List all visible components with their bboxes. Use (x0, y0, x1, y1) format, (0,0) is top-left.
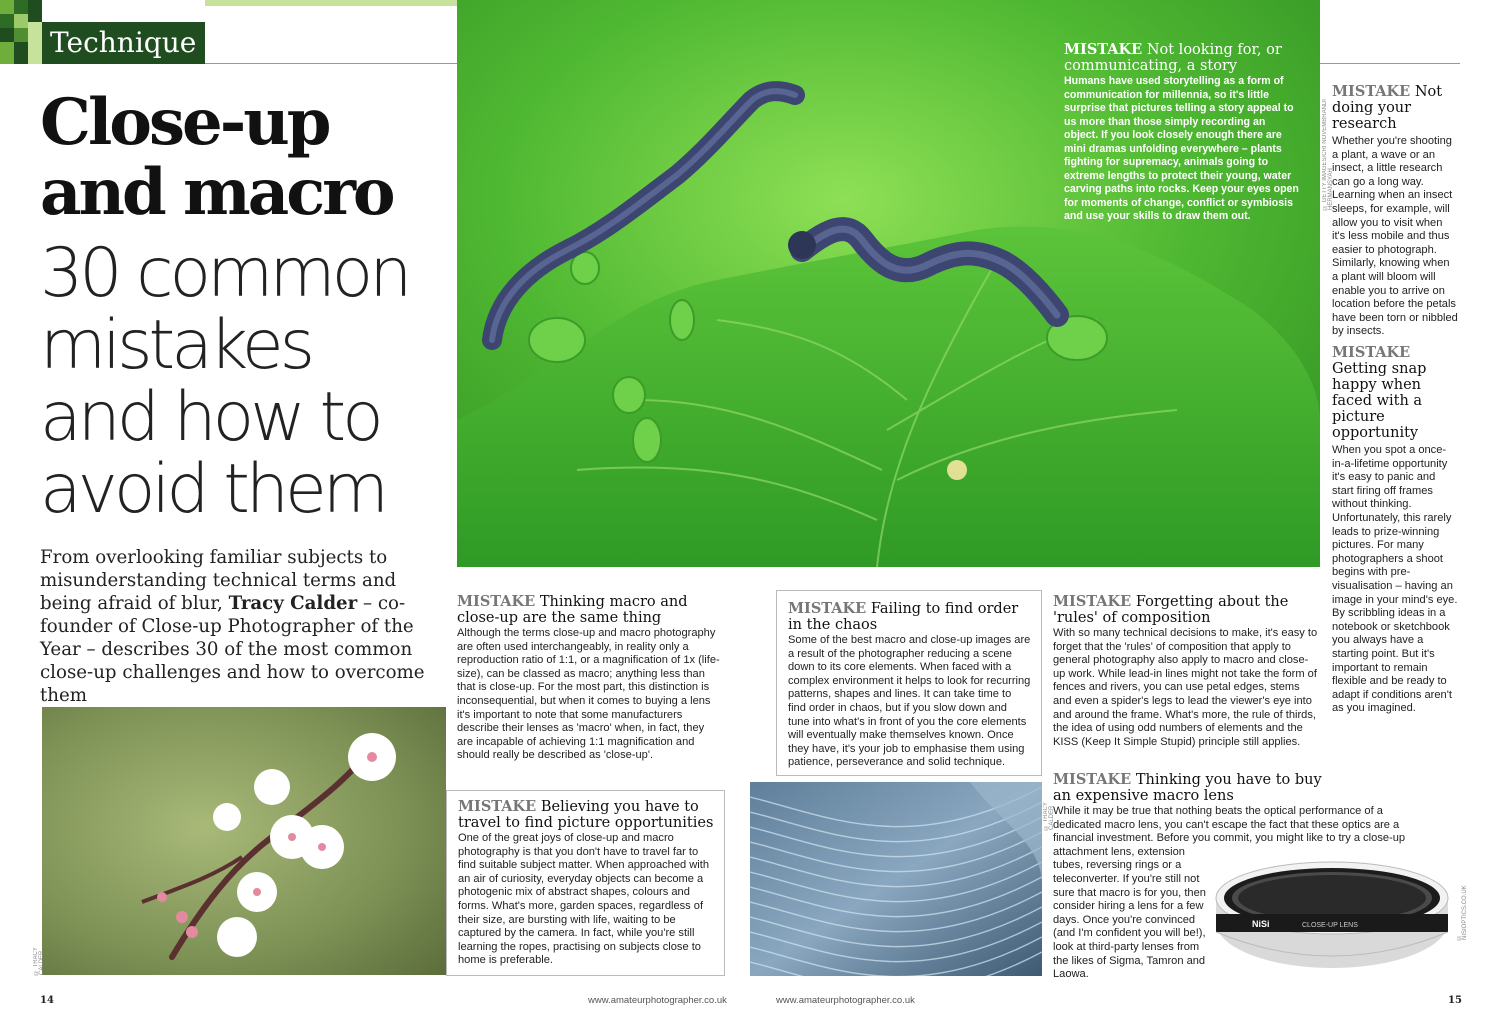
page-number-left: 14 (40, 995, 54, 1006)
blossom-photo (42, 707, 446, 975)
headline-bold: Close-up and macro (40, 85, 393, 230)
section-label: Technique (42, 22, 205, 64)
divider (205, 63, 457, 64)
mistake-same-thing: MISTAKE Thinking macro and close-up are the same thing Although the terms close-up and macro photography are often used interchangeably, in reality only a reproduction ratio of 1:1, or a magnification of 1x (life-size), can be classed as macro; anything less than that is close-up. For the most part, this distinction is inconsequential, but when it comes to buying a lens it's important to note that some manufacturers describe their lenses as 'macro' when, in fact, they are incapable of achieving 1:1 magnification and should really be described as 'close-up'. (457, 593, 720, 762)
footer-url-left[interactable]: www.amateurphotographer.co.uk (588, 995, 727, 1006)
headline-subtitle: 30 common mistakes and how to avoid them (40, 234, 409, 529)
mistake-snap-happy: MISTAKE Getting snap happy when faced with a picture opportunity When you spot a once-in-a-lifetime opportunity it's easy to panic and start firing off frames without thinking. Unfortunately, this rarely leads to prize-winning pictures. For many photographers a shoot begins with pre-visualisation – having an image in your mind's eye. By scribbling ideas in a notebook or sketchbook you always have a starting point. But it's important to remain flexible and be ready to adapt if conditions aren't as you imagined. (1332, 344, 1458, 715)
divider (1320, 63, 1460, 64)
footer-url-right[interactable]: www.amateurphotographer.co.uk (776, 995, 915, 1006)
mistake-expensive: MISTAKE Thinking you have to buy an expensive macro lens While it may be true that nothing beats the optical performance of a dedicated macro lens, you can't escape the fact that these optics are a financial investment. Before you commit, you might like to try a close-up attachment lens, extension tubes, reversing rings or a teleconverter. If you're still not sure that macro is for you, then consider hiring a lens for a few days. Once you're convinced (and I'm confident you will be!), look at third-party lenses from the likes of Sigma, Tamron and Laowa. (1053, 771, 1406, 981)
standfirst: From overlooking familiar subjects to misunderstanding technical terms and being afraid of blur, Tracy Calder – co-founder of Close-up Photographer of the Year – describes 30 of the most common close-up challenges and how to overcome them (40, 547, 425, 706)
page-number-right: 15 (1448, 995, 1462, 1006)
caterpillar-photo-credit: © GETTY IMAGES/CRI NOVEMBRANDI HERMANSYAH (1322, 99, 1334, 210)
mistake-story: MISTAKE Not looking for, or communicating, a story Humans have used storytelling as a form of communication for millennia, so it's little surprise that pictures telling a story appeal to us more than those simply recording an object. If you look closely enough there are mini dramas unfolding everywhere – plants fighting for supremacy, animals going to extreme lengths to protect their young, water carving paths into rocks. Keep your eyes open for moments of change, conflict or symbiosis and use your skills to draw them out. (1064, 41, 1299, 222)
mistake-travel: MISTAKE Believing you have to travel to find picture opportunities One of the great joys of close-up and macro photography is that you don't have to travel far to find suitable subject matter. When approached with an air of curiosity, everyday objects can become a photogenic mix of abstract shapes, colours and forms. What's more, garden spaces, regardless of their size, are bursting with life, waiting to be captured by the camera. In fact, while you're still learning the ropes, practising on subjects close to home is preferable. (446, 790, 725, 976)
lens-brand-label: NiSi (1252, 919, 1270, 929)
corner-decoration (0, 0, 42, 64)
feather-photo-credit: © TRACY CALDER (1043, 802, 1055, 830)
blossom-photo-credit: © TRACY CALDER (33, 947, 45, 975)
mistake-research: MISTAKE Not doing your research Whether you're shooting a plant, a wave or an insect, a little research can go a long way. Learning when an insect sleeps, for example, will allow you to visit when it's less mobile and thus easier to photograph. Similarly, knowing when a plant will bloom will enable you to arrive on location before the petals have been torn or nibbled by insects. (1332, 83, 1458, 338)
corner-decoration-bar (205, 0, 457, 6)
close-up-lens-photo (1212, 860, 1452, 972)
mistake-rules: MISTAKE Forgetting about the 'rules' of composition With so many technical decisions to make, it's easy to forget that the 'rules' of composition that apply to general photography also apply to macro and close-up work. While lead-in lines might not take the form of fences and rivers, you can use petal edges, stems and even a spider's legs to lead the viewer's eye into and around the frame. What's more, the rule of thirds, the idea of using odd numbers of elements and the KISS (Keep It Simple Stupid) principle still applies. (1053, 593, 1318, 748)
feather-photo (750, 782, 1042, 976)
mistake-order: MISTAKE Failing to find order in the chaos Some of the best macro and close-up images are a result of the photographer reducing a scene down to its core elements. When faced with a complex environment it helps to look for recurring patterns, shapes and lines. It can take time to find order in chaos, but if you slow down and tune into what's in front of you the core elements will eventually make themselves known. Once they have, it's your job to emphasise them using patience, perseverance and solid technique. (776, 590, 1042, 776)
lens-photo-credit: © NISIOPTICS.CO.UK (1456, 885, 1468, 940)
lens-model-label: CLOSE-UP LENS (1302, 922, 1358, 929)
